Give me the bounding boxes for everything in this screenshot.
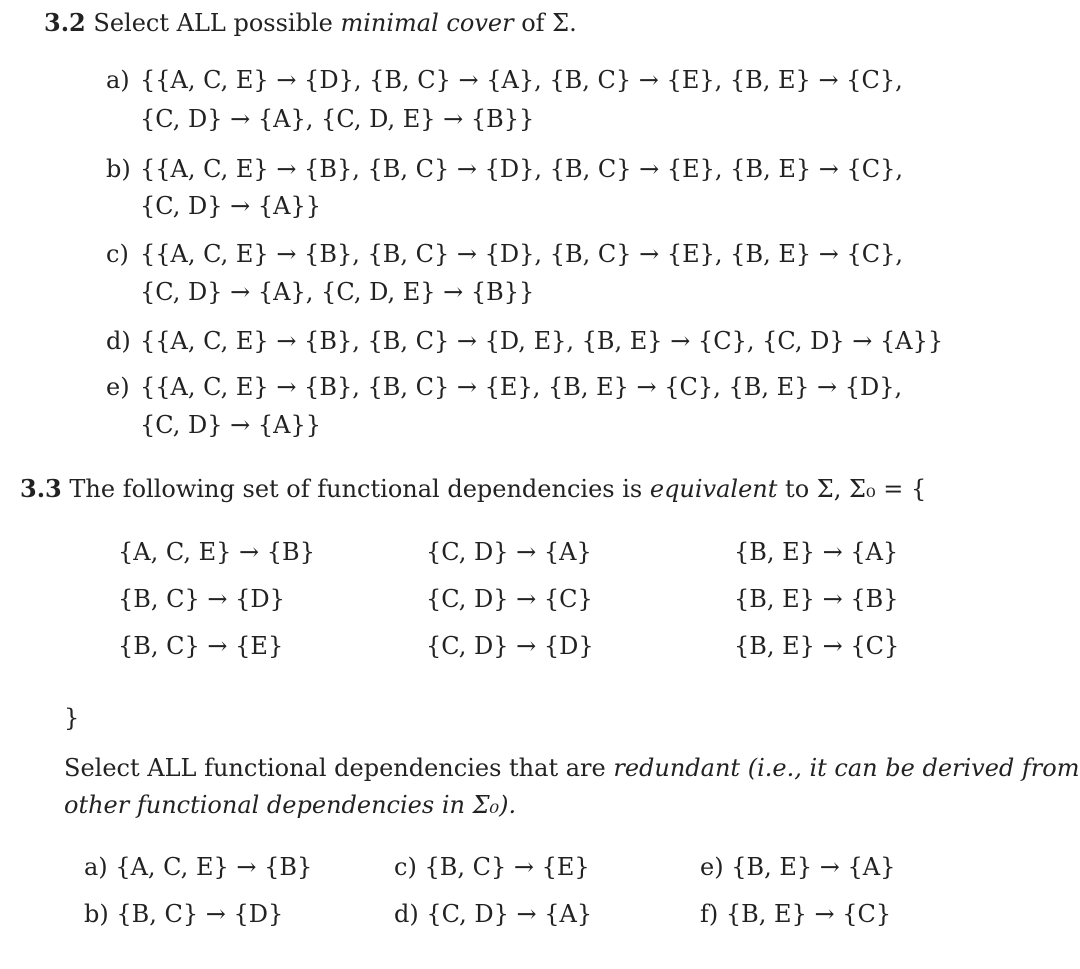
q32-option-b-line1: {{A, C, E} → {B}, {B, C} → {D}, {B, C} → {E}, {B, E} → {C}, — [140, 155, 904, 183]
fd-grid-r2c1: {B, C} → {D} — [118, 585, 285, 613]
answer-f-label: f) — [700, 900, 719, 928]
q33-prompt-after: to Σ, Σ₀ = { — [785, 475, 927, 503]
fd-grid-r2c3: {B, E} → {B} — [734, 585, 899, 613]
answer-c-fd: {B, C} → {E} — [424, 853, 590, 881]
answer-e-label: e) — [700, 853, 724, 881]
fd-grid-r1c3: {B, E} → {A} — [734, 538, 899, 566]
q32-option-a-label: a) — [106, 66, 130, 94]
fd-grid-r2c2: {C, D} → {C} — [426, 585, 593, 613]
q33-select-before: Select ALL functional dependencies that are — [64, 754, 606, 782]
q32-prompt-before: Select ALL possible — [93, 9, 333, 37]
answer-d-label: d) — [394, 900, 419, 928]
q32-option-e-label: e) — [106, 373, 130, 401]
answer-e-fd: {B, E} → {A} — [731, 853, 896, 881]
fd-grid-r1c1: {A, C, E} → {B} — [118, 538, 315, 566]
fd-grid-r3c3: {B, E} → {C} — [734, 632, 900, 660]
q33-number: 3.3 — [20, 474, 62, 503]
q32-option-a-line1: {{A, C, E} → {D}, {B, C} → {A}, {B, C} → {E}, {B, E} → {C}, — [140, 66, 903, 94]
q32-option-e-line2: {C, D} → {A}} — [140, 411, 322, 439]
q32-prompt-after: of Σ. — [521, 9, 577, 37]
answer-e — [700, 853, 895, 881]
q32-heading — [44, 8, 577, 37]
q33-select-emph2: (i.e., it can be derived from — [747, 754, 1080, 782]
answer-a-label: a) — [84, 853, 108, 881]
q33-prompt-before: The following set of functional dependencies is — [69, 475, 643, 503]
q33-select-line2: other functional dependencies in Σ₀). — [64, 791, 517, 819]
q32-option-d-label: d) — [106, 327, 131, 355]
answer-b-label: b) — [84, 900, 109, 928]
q32-option-c-label: c) — [106, 240, 129, 268]
q32-option-e-line1: {{A, C, E} → {B}, {B, C} → {E}, {B, E} → {C}, {B, E} → {D}, — [140, 373, 903, 401]
q33-heading — [20, 474, 926, 503]
answer-b — [84, 900, 283, 928]
q33-select-line1 — [64, 754, 1080, 782]
q32-prompt-emph: minimal cover — [340, 9, 514, 37]
q32-option-d-line1: {{A, C, E} → {B}, {B, C} → {D, E}, {B, E} → {C}, {C, D} → {A}} — [140, 327, 944, 355]
fd-grid-r1c2: {C, D} → {A} — [426, 538, 592, 566]
q32-option-b-label: b) — [106, 155, 131, 183]
answer-c — [394, 853, 590, 881]
q32-option-a-line2: {C, D} → {A}, {C, D, E} → {B}} — [140, 105, 535, 133]
q33-select-emph: redundant — [613, 754, 741, 782]
q33-prompt-emph: equivalent — [649, 475, 778, 503]
q32-option-c-line2: {C, D} → {A}, {C, D, E} → {B}} — [140, 278, 535, 306]
answer-d-fd: {C, D} → {A} — [426, 900, 593, 928]
closing-brace: } — [64, 704, 80, 732]
q32-number: 3.2 — [44, 8, 86, 37]
fd-grid-r3c2: {C, D} → {D} — [426, 632, 594, 660]
answer-d — [394, 900, 592, 928]
q32-option-b-line2: {C, D} → {A}} — [140, 192, 322, 220]
q32-option-c-line1: {{A, C, E} → {B}, {B, C} → {D}, {B, C} → {E}, {B, E} → {C}, — [140, 240, 904, 268]
answer-f — [700, 900, 891, 928]
answer-a — [84, 853, 312, 881]
answer-c-label: c) — [394, 853, 417, 881]
answer-a-fd: {A, C, E} → {B} — [115, 853, 313, 881]
fd-grid-r3c1: {B, C} → {E} — [118, 632, 284, 660]
answer-f-fd: {B, E} → {C} — [725, 900, 892, 928]
answer-b-fd: {B, C} → {D} — [116, 900, 284, 928]
